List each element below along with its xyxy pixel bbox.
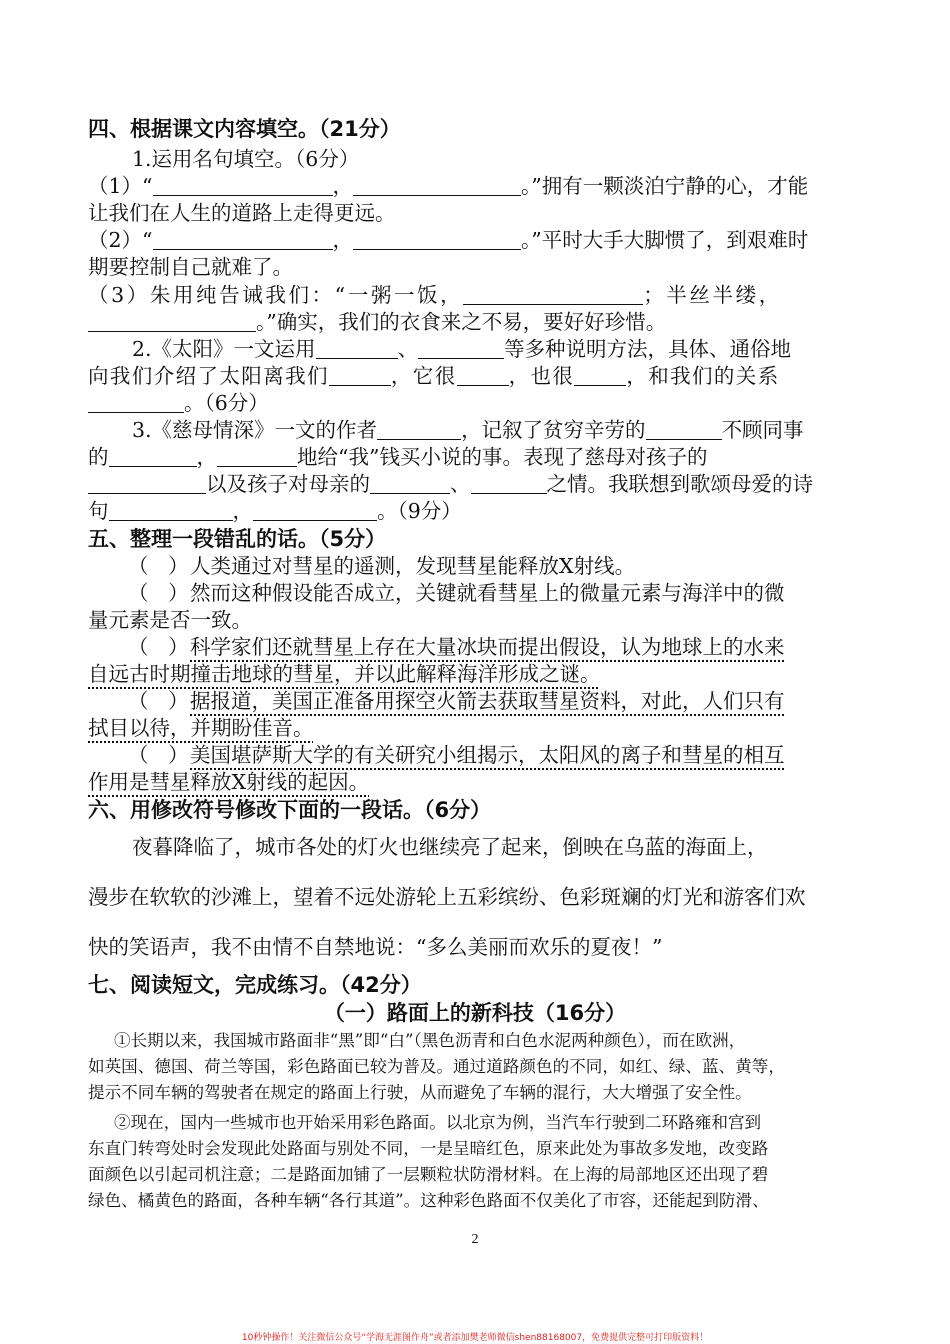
- blank[interactable]: [88, 394, 184, 413]
- q1-3-cont: 。”确实，我们的衣食来之不易，要好好珍惜。: [88, 309, 666, 335]
- section5-title: 五、整理一段错乱的话。（5分）: [88, 527, 387, 551]
- blank[interactable]: [574, 367, 626, 386]
- blank[interactable]: [370, 475, 450, 494]
- q2-line3: 。（6分）: [88, 390, 269, 416]
- q2-line2: 向我们介绍了太阳离我们 ，它很 ，也很 ，和我们的关系: [88, 364, 780, 388]
- page-number: 2: [471, 1232, 479, 1247]
- section7-title: 七、阅读短文，完成练习。（42分）: [88, 973, 422, 997]
- q1-2-line: （2）“ ， 。”平时大手大脚惯了，到艰难时: [88, 228, 809, 252]
- order-blank[interactable]: （ ）: [128, 743, 189, 767]
- section6-title: 六、用修改符号修改下面的一段话。（6分）: [88, 798, 492, 822]
- blank[interactable]: [353, 231, 521, 250]
- q3-line1: 3.《慈母情深》一文的作者 ，记叙了贫穷辛劳的 不顾同事: [132, 418, 804, 442]
- revise-line-2[interactable]: 漫步在软软的沙滩上，望着不远处游轮上五彩缤纷、色彩斑斓的灯光和游客们欢: [88, 885, 806, 909]
- para2-line2: 东直门转弯处时会发现此处路面与别处不同，一是呈暗红色，原来此处为事故多发地，改变路: [88, 1139, 769, 1158]
- blank[interactable]: [457, 367, 509, 386]
- sentence-5-cont: 作用是彗星释放X射线的起因。: [88, 770, 370, 794]
- q1-2-cont: 期要控制自己就难了。: [88, 255, 293, 279]
- blank[interactable]: [646, 421, 722, 440]
- q2-line1: 2.《太阳》一文运用 、 等多种说明方法，具体、通俗地: [132, 337, 792, 361]
- sentence-2-cont: 量元素是否一致。: [88, 608, 252, 632]
- sentence-3: （ ）科学家们还就彗星上存在大量冰块而提出假设，认为地球上的水来: [128, 635, 785, 659]
- order-blank[interactable]: （ ）: [128, 554, 189, 578]
- para1-line2: 如英国、德国、荷兰等国，彩色路面已较为普及。通过道路颜色的不同，如红、绿、蓝、黄等，: [88, 1057, 785, 1076]
- q1-1-line: （1）“ ， 。”拥有一颗淡泊宁静的心，才能: [88, 174, 809, 198]
- blank[interactable]: [316, 340, 398, 359]
- blank[interactable]: [153, 177, 333, 196]
- blank[interactable]: [463, 286, 643, 305]
- q1-3-line: （3）朱用纯告诫我们：“一粥一饭， ；半丝半缕，: [88, 283, 782, 307]
- blank[interactable]: [109, 448, 197, 467]
- q1-1-cont: 让我们在人生的道路上走得更远。: [88, 201, 396, 225]
- revise-line-1[interactable]: 夜暮降临了，城市各处的灯火也继续亮了起来，倒映在乌蓝的海面上，: [132, 835, 768, 859]
- blank[interactable]: [88, 475, 206, 494]
- blank[interactable]: [471, 475, 547, 494]
- order-blank[interactable]: （ ）: [128, 581, 189, 605]
- blank[interactable]: [353, 177, 521, 196]
- blank[interactable]: [217, 448, 297, 467]
- para2-line4: 绿色、橘黄色的路面，各种车辆“各行其道”。这种彩色路面不仅美化了市容，还能起到防滑、: [88, 1191, 769, 1210]
- para2-line1: ②现在，国内一些城市也开始采用彩色路面。以北京为例，当汽车行驶到二环路雍和宫到: [114, 1113, 762, 1132]
- sentence-4: （ ）据报道，美国正准备用探空火箭去获取彗星资料，对此，人们只有: [128, 689, 785, 713]
- footer-watermark: 10秒钟操作！关注微信公众号“学海无涯图作舟”或者添加樊老师微信shen88168007，免费提供完整可打印版资料！: [241, 1333, 709, 1343]
- order-blank[interactable]: （ ）: [128, 689, 189, 713]
- para2-line3: 面颜色以引起司机注意；二是路面加铺了一层颗粒状防滑材料。在上海的局部地区还出现了碧: [88, 1165, 769, 1184]
- blank[interactable]: [418, 340, 504, 359]
- blank[interactable]: [109, 502, 233, 521]
- q3-line3: 以及孩子对母亲的 、 之情。我联想到歌颂母爱的诗: [88, 471, 813, 497]
- q3-line2: 的 ， 地给“我”钱买小说的事。表现了慈母对孩子的: [88, 445, 708, 469]
- sentence-5: （ ）美国堪萨斯大学的有关研究小组揭示，太阳风的离子和彗星的相互: [128, 743, 785, 767]
- para1-line1: ①长期以来，我国城市路面非“黑”即“白”（黑色沥青和白色水泥两种颜色），而在欧洲，: [114, 1031, 746, 1050]
- q1-title: 1.运用名句填空。（6分）: [132, 147, 360, 171]
- sentence-3-cont: 自远古时期撞击地球的彗星，并以此解释海洋形成之谜。: [88, 662, 601, 686]
- passage-title: （一）路面上的新科技（16分）: [323, 1001, 627, 1025]
- order-blank[interactable]: （ ）: [128, 635, 189, 659]
- blank[interactable]: [253, 502, 377, 521]
- sentence-4-cont: 拭目以待，并期盼佳音。: [88, 716, 314, 740]
- blank[interactable]: [377, 421, 461, 440]
- q3-line4: 句 ， 。（9分）: [88, 499, 462, 523]
- sentence-2: （ ）然而这种假设能否成立，关键就看彗星上的微量元素与海洋中的微: [128, 581, 785, 605]
- blank[interactable]: [153, 231, 333, 250]
- section4-title: 四、根据课文内容填空。（21分）: [88, 117, 401, 141]
- sentence-1: （ ）人类通过对彗星的遥测，发现彗星能释放X射线。: [128, 554, 636, 578]
- blank[interactable]: [329, 367, 391, 386]
- para1-line3: 提示不同车辆的驾驶者在规定的路面上行驶，从而避免了车辆的混行，大大增强了安全性。: [88, 1083, 752, 1102]
- blank[interactable]: [88, 313, 256, 332]
- revise-line-3[interactable]: 快的笑语声，我不由情不自禁地说：“多么美丽而欢乐的夏夜！”: [88, 935, 663, 959]
